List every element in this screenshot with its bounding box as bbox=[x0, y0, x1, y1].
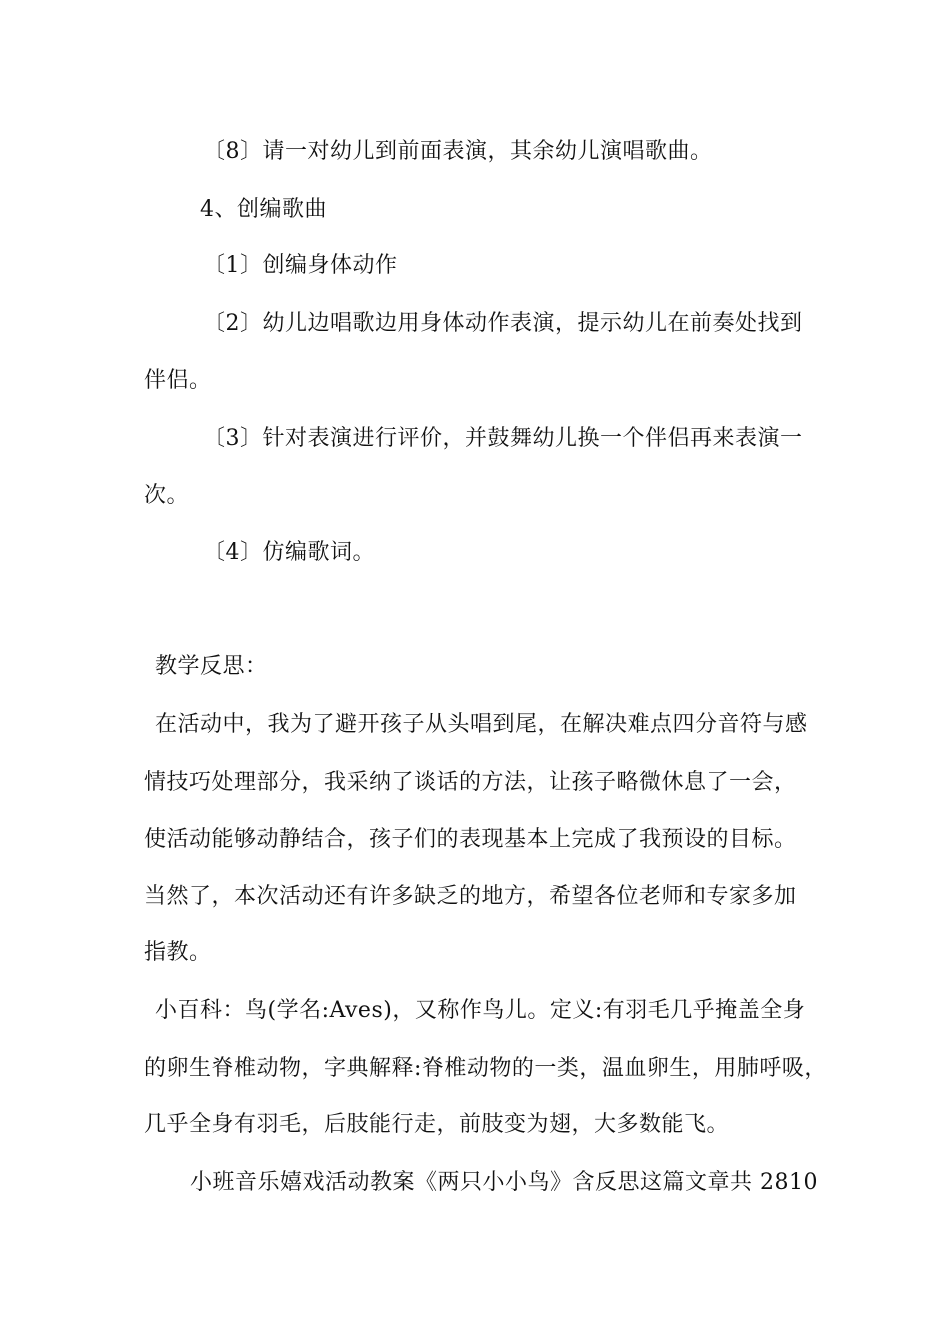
reflection-paragraph-line: 在活动中，我为了避开孩子从头唱到尾，在解决难点四分音符与感 bbox=[155, 712, 808, 737]
article-summary-line: 小班音乐嬉戏活动教案《两只小小鸟》含反思这篇文章共 2810 bbox=[190, 1170, 818, 1195]
step-8-line: 〔8〕请一对幼儿到前面表演，其余幼儿演唱歌曲。 bbox=[203, 139, 713, 164]
reflection-paragraph-line: 使活动能够动静结合，孩子们的表现基本上完成了我预设的目标。 bbox=[144, 827, 797, 852]
step-4-line: 〔4〕仿编歌词。 bbox=[203, 540, 375, 565]
reflection-heading: 教学反思： bbox=[155, 654, 268, 679]
section-4-heading: 4、创编歌曲 bbox=[200, 197, 327, 222]
step-1-line: 〔1〕创编身体动作 bbox=[203, 253, 398, 278]
step-3-line: 〔3〕针对表演进行评价，并鼓舞幼儿换一个伴侣再来表演一 bbox=[203, 426, 803, 451]
step-2-line: 〔2〕幼儿边唱歌边用身体动作表演，提示幼儿在前奏处找到 bbox=[203, 311, 803, 336]
step-2-continuation: 伴侣。 bbox=[144, 368, 212, 393]
encyclopedia-paragraph-line: 的卵生脊椎动物，字典解释:脊椎动物的一类，温血卵生，用肺呼吸， bbox=[144, 1056, 827, 1081]
step-3-continuation: 次。 bbox=[144, 483, 190, 508]
reflection-paragraph-line: 指教。 bbox=[144, 940, 212, 965]
encyclopedia-paragraph-line: 小百科：鸟(学名:Aves)，又称作鸟儿。定义:有羽毛几乎掩盖全身 bbox=[155, 998, 806, 1023]
reflection-paragraph-line: 情技巧处理部分，我采纳了谈话的方法，让孩子略微休息了一会， bbox=[144, 770, 797, 795]
encyclopedia-paragraph-line: 几乎全身有羽毛，后肢能行走，前肢变为翅，大多数能飞。 bbox=[144, 1112, 730, 1137]
reflection-paragraph-line: 当然了，本次活动还有许多缺乏的地方，希望各位老师和专家多加 bbox=[144, 884, 797, 909]
